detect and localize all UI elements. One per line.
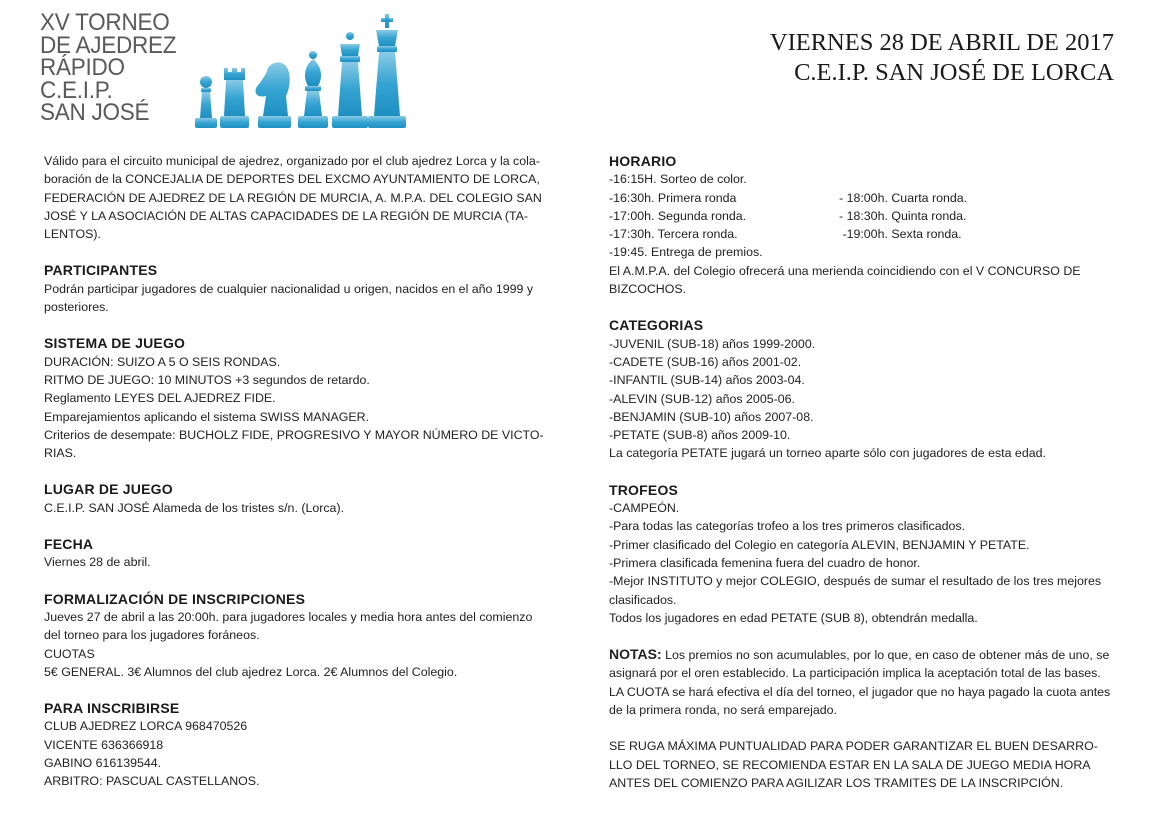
logo-line: XV TORNEO bbox=[40, 9, 170, 36]
text-line: SE RUGA MÁXIMA PUNTUALIDAD PARA PODER GARANTIZAR EL BUEN DESARRO- bbox=[609, 739, 1098, 754]
notas-section bbox=[609, 645, 1134, 792]
text-line: posteriores. bbox=[44, 300, 109, 315]
schedule-row bbox=[609, 225, 1134, 243]
text-line: El A.M.P.A. del Colegio ofrecerá una merienda coincidiendo con el V CONCURSO DE bbox=[609, 263, 1081, 278]
text-line: Podrán participar jugadores de cualquier nacionalidad u origen, nacidos en el año 1999 y bbox=[44, 281, 534, 296]
rook-icon bbox=[220, 68, 249, 128]
section-title: PARTICIPANTES bbox=[44, 262, 158, 279]
text-line: -CADETE (SUB-16) años 2001-02. bbox=[609, 354, 802, 369]
text-line: LENTOS). bbox=[44, 227, 101, 242]
text-line: Válido para el circuito municipal de ajedrez, organizado por el club ajedrez Lorca y la cola- bbox=[44, 154, 540, 168]
text-line: clasificados. bbox=[609, 592, 677, 607]
text-line: Viernes 28 de abril. bbox=[44, 555, 151, 570]
text-line: CUOTAS bbox=[44, 646, 95, 661]
logo-line: RÁPIDO bbox=[40, 54, 125, 81]
tournament-logo-title bbox=[40, 9, 177, 126]
text-line: La categoría PETATE jugará un torneo aparte sólo con jugadores de esta edad. bbox=[609, 446, 1046, 461]
event-venue: C.E.I.P. SAN JOSÉ DE LORCA bbox=[794, 59, 1114, 86]
sistema-section bbox=[44, 334, 564, 462]
text-line: RITMO DE JUEGO: 10 MINUTOS +3 segundos de retardo. bbox=[44, 372, 370, 387]
knight-icon bbox=[255, 62, 291, 128]
intro-paragraph bbox=[44, 152, 564, 243]
text-line: -JUVENIL (SUB-18) años 1999-2000. bbox=[609, 336, 816, 351]
text-line: del torneo para los jugadores foráneos. bbox=[44, 628, 260, 643]
section-title: HORARIO bbox=[609, 153, 677, 169]
categorias-section bbox=[609, 316, 1134, 462]
text-line: DURACIÓN: SUIZO A 5 O SEIS RONDAS. bbox=[44, 354, 281, 369]
text-line: asignará por el oren establecido. La participación implica la aceptación total de las bases. bbox=[609, 666, 1101, 681]
section-title: PARA INSCRIBIRSE bbox=[44, 700, 180, 717]
right-column bbox=[609, 152, 1134, 810]
text-line: -16:15H. Sorteo de color. bbox=[609, 172, 747, 187]
text-line: JOSÉ Y LA ASOCIACIÓN DE ALTAS CAPACIDADES DE LA REGIÓN DE MURCIA (TA- bbox=[44, 208, 529, 223]
text-line: FEDERACIÓN DE AJEDREZ DE LA REGIÓN DE MURCIA, A. M.P.A. DEL COLEGIO SAN bbox=[44, 190, 542, 205]
text-line: Emparejamientos aplicando el sistema SWISS MANAGER. bbox=[44, 409, 370, 424]
lugar-section bbox=[44, 480, 564, 517]
text-line: -Para todas las categorías trofeo a los tres primeros clasificados. bbox=[609, 519, 966, 534]
text-line: RIAS. bbox=[44, 446, 77, 461]
chess-pieces-icon bbox=[190, 12, 406, 130]
text-line: ARBITRO: PASCUAL CASTELLANOS. bbox=[44, 774, 260, 789]
trofeos-section bbox=[609, 481, 1134, 627]
section-title: FECHA bbox=[44, 536, 94, 553]
text-line: -CAMPEÓN. bbox=[609, 501, 680, 516]
text-line: Todos los jugadores en edad PETATE (SUB 8), obtendrán medalla. bbox=[609, 610, 978, 625]
text-line: 5€ GENERAL. 3€ Alumnos del club ajedrez Lorca. 2€ Alumnos del Colegio. bbox=[44, 664, 458, 679]
queen-icon bbox=[332, 32, 368, 128]
text-line: VICENTE 636366918 bbox=[44, 737, 164, 752]
schedule-round: - 18:00h. Cuarta ronda. bbox=[839, 190, 968, 205]
text-line: -19:45. Entrega de premios. bbox=[609, 245, 763, 260]
schedule-row bbox=[609, 207, 1134, 225]
text-line: -BENJAMIN (SUB-10) años 2007-08. bbox=[609, 409, 814, 424]
text-line: Los premios no son acumulables, por lo que, en caso de obtener más de uno, se bbox=[661, 648, 1110, 663]
text-line: -ALEVIN (SUB-12) años 2005-06. bbox=[609, 391, 795, 406]
schedule-round: -19:00h. Sexta ronda. bbox=[839, 227, 962, 242]
text-line: C.E.I.P. SAN JOSÉ Alameda de los tristes s/n. (Lorca). bbox=[44, 500, 345, 515]
text-line: LLO DEL TORNEO, SE RECOMIENDA ESTAR EN LA SALA DE JUEGO MEDIA HORA bbox=[609, 757, 1091, 772]
formalizacion-section bbox=[44, 590, 564, 681]
text-line: LA CUOTA se hará efectiva el día del torneo, el jugador que no haya pagado la cuota antes bbox=[609, 684, 1111, 699]
section-title: TROFEOS bbox=[609, 481, 679, 498]
text-line: Criterios de desempate: BUCHOLZ FIDE, PROGRESIVO Y MAYOR NÚMERO DE VICTO- bbox=[44, 427, 544, 442]
schedule-round: -16:30h. Primera ronda bbox=[609, 190, 737, 205]
inscribirse-section bbox=[44, 699, 564, 790]
text-line: de la primera ronda, no será emparejado. bbox=[609, 703, 837, 718]
event-date: VIERNES 28 DE ABRIL DE 2017 bbox=[769, 29, 1114, 56]
text-line: -PETATE (SUB-8) años 2009-10. bbox=[609, 428, 791, 443]
text-line: CLUB AJEDREZ LORCA 968470526 bbox=[44, 719, 248, 734]
schedule-round: -17:00h. Segunda ronda. bbox=[609, 208, 747, 223]
text-line: Reglamento LEYES DEL AJEDREZ FIDE. bbox=[44, 391, 276, 406]
text-line: Jueves 27 de abril a las 20:00h. para jugadores locales y media hora antes del comienzo bbox=[44, 609, 533, 624]
participantes-section bbox=[44, 261, 564, 316]
section-title: LUGAR DE JUEGO bbox=[44, 481, 173, 498]
text-line: boración de la CONCEJALIA DE DEPORTES DEL EXCMO AYUNTAMIENTO DE LORCA, bbox=[44, 172, 540, 187]
schedule-row bbox=[609, 189, 1134, 207]
section-title: FORMALIZACIÓN DE INSCRIPCIONES bbox=[44, 590, 306, 607]
notas-label: NOTAS: bbox=[609, 646, 662, 663]
section-title: SISTEMA DE JUEGO bbox=[44, 335, 186, 352]
left-column bbox=[44, 152, 564, 809]
king-icon bbox=[368, 14, 406, 128]
text-line: ANTES DEL COMIENZO PARA AGILIZAR LOS TRAMITES DE LA INSCRIPCIÓN. bbox=[609, 775, 1064, 790]
text-line: GABINO 616139544. bbox=[44, 756, 162, 771]
schedule-round: - 18:30h. Quinta ronda. bbox=[839, 208, 967, 223]
section-title: CATEGORIAS bbox=[609, 317, 704, 334]
bishop-icon bbox=[298, 51, 328, 128]
logo-line: DE AJEDREZ bbox=[40, 31, 177, 59]
text-line: -Primer clasificado del Colegio en categoría ALEVIN, BENJAMIN Y PETATE. bbox=[609, 537, 1030, 552]
logo-line: SAN JOSÉ bbox=[40, 99, 150, 126]
text-line: BIZCOCHOS. bbox=[609, 282, 687, 297]
schedule-round: -17:30h. Tercera ronda. bbox=[609, 227, 738, 242]
pawn-icon bbox=[195, 76, 217, 128]
text-line: -INFANTIL (SUB-14) años 2003-04. bbox=[609, 373, 805, 388]
logo-line: C.E.I.P. bbox=[40, 76, 113, 104]
text-line: -Primera clasificada femenina fuera del cuadro de honor. bbox=[609, 555, 921, 570]
horario-section bbox=[609, 152, 1134, 298]
event-header bbox=[770, 28, 1114, 88]
fecha-section bbox=[44, 535, 564, 572]
text-line: -Mejor INSTITUTO y mejor COLEGIO, después de sumar el resultado de los tres mejores bbox=[609, 574, 1102, 589]
notas-first-line bbox=[609, 645, 1134, 664]
